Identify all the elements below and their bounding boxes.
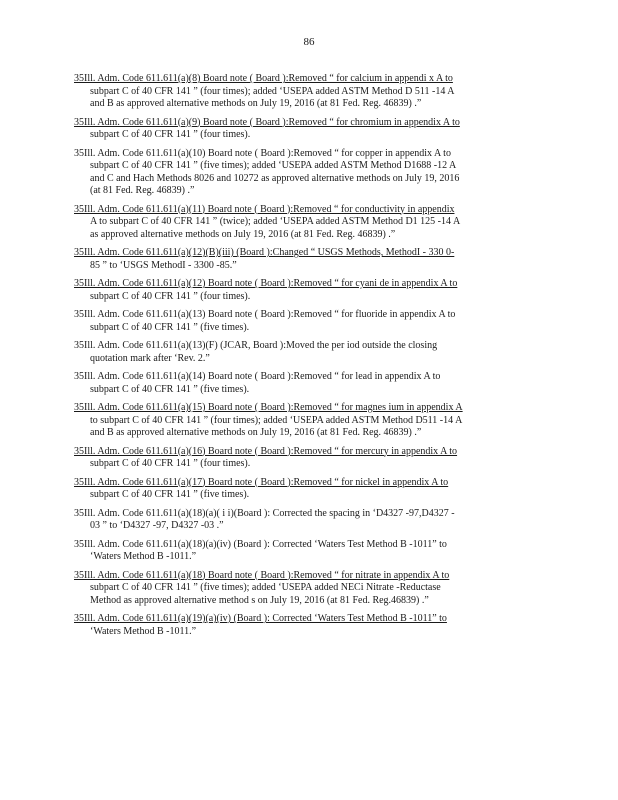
entry-text-line (74, 229, 542, 242)
amendment-entry (74, 73, 542, 111)
entry-text: 35Ill. Adm. Code 611.611(a)(11) Board note ( Board ):Removed “ for conductivity in appendix (74, 203, 455, 215)
amendment-entry (74, 477, 542, 502)
entry-text-line (74, 291, 542, 304)
entry-text: 35Ill. Adm. Code 611.611(a)(12) Board note ( Board ):Removed “ for cyani de in appendix A to (74, 278, 458, 289)
entry-text-line (74, 489, 542, 502)
entry-text: subpart C of 40 CFR 141 ” (five times). (90, 489, 250, 500)
amendment-entry (74, 402, 542, 440)
entry-text: subpart C of 40 CFR 141 ” (five times); added ‘USEPA added NECi Nitrate -Reductase (90, 582, 441, 593)
entry-text-line (74, 427, 542, 440)
entry-text-line (74, 384, 542, 397)
amendment-entry (74, 539, 542, 564)
entry-text: and B as approved alternative methods on July 19, 2016 (at 81 Fed. Reg. 46839) .” (90, 427, 422, 438)
entry-citation-line (74, 309, 542, 322)
entry-text-line (74, 322, 542, 335)
entry-text: ‘Waters Method B -1011.” (90, 625, 197, 637)
entry-text: 35Ill. Adm. Code 611.611(a)(12)(B)(iii) (Board ):Changed “ USGS Methods, MethodI - 330 0- (74, 247, 455, 258)
amendment-entry (74, 204, 542, 242)
entry-text: 35Ill. Adm. Code 611.611(a)(10) Board note ( Board ):Removed “ for copper in appendix A to (74, 147, 451, 159)
entry-citation-line (74, 570, 542, 583)
amendment-entry (74, 446, 542, 471)
amendment-entry (74, 278, 542, 303)
entry-text: 85 ” to ‘USGS MethodI - 3300 -85.” (90, 259, 237, 271)
entry-text: 35Ill. Adm. Code 611.611(a)(16) Board note ( Board ):Removed “ for mercury in appendix A to (74, 445, 458, 457)
entry-citation-line (74, 613, 542, 626)
entry-citation-line (74, 204, 542, 217)
amendment-entry (74, 613, 542, 638)
entry-citation-line (74, 148, 542, 161)
entry-text: 35Ill. Adm. Code 611.611(a)(14) Board note ( Board ):Removed “ for lead in appendix A to (74, 371, 441, 382)
entry-text: subpart C of 40 CFR 141 ” (four times). (90, 290, 251, 302)
entry-citation-line (74, 340, 542, 353)
page-number: 86 (303, 36, 315, 48)
amendment-entry (74, 247, 542, 272)
entry-text-line (74, 551, 542, 564)
entry-text-line (74, 86, 542, 99)
entry-text: and B as approved alternative methods on July 19, 2016 (at 81 Fed. Reg. 46839) .” (90, 98, 422, 109)
entry-citation-line (74, 278, 542, 291)
entry-text-line (74, 129, 542, 142)
entry-text: 35Ill. Adm. Code 611.611(a)(18)(a)(iv) (Board ): Corrected ‘Waters Test Method B -1011” to (74, 538, 447, 550)
amendment-entry (74, 340, 542, 365)
entry-text: 35Ill. Adm. Code 611.611(a)(18) Board note ( Board ):Removed “ for nitrate in appendix A to (74, 569, 450, 581)
entry-citation-line (74, 508, 542, 521)
entry-text: and C and Hach Methods 8026 and 10272 as approved alternative methods on July 19, 2016 (90, 172, 460, 184)
entry-text: ‘Waters Method B -1011.” (90, 551, 197, 562)
entry-text-line (74, 98, 542, 111)
entry-text: 35Ill. Adm. Code 611.611(a)(15) Board note ( Board ):Removed “ for magnes ium in appendix A (74, 402, 463, 413)
entry-list (74, 73, 542, 644)
entry-text: subpart C of 40 CFR 141 ” (five times). (90, 321, 250, 333)
entry-citation-line (74, 477, 542, 490)
entry-text: as approved alternative methods on July 19, 2016 (at 81 Fed. Reg. 46839) .” (90, 228, 396, 240)
entry-text: 35Ill. Adm. Code 611.611(a)(17) Board note ( Board ):Removed “ for nickel in appendix A to (74, 476, 449, 488)
amendment-entry (74, 508, 542, 533)
entry-text-line (74, 185, 542, 198)
entry-text: subpart C of 40 CFR 141 ” (four times); added ‘USEPA added ASTM Method D 511 -14 A (90, 85, 455, 97)
entry-text: 35Ill. Adm. Code 611.611(a)(13) Board note ( Board ):Removed “ for fluoride in appendix A to (74, 309, 456, 320)
entry-text-line (74, 216, 542, 229)
entry-text: subpart C of 40 CFR 141 ” (five times). (90, 383, 250, 395)
entry-text: A to subpart C of 40 CFR 141 ” (twice); added ‘USEPA added ASTM Method D1 125 -14 A (90, 216, 461, 227)
entry-citation-line (74, 73, 542, 86)
entry-text-line (74, 260, 542, 273)
entry-text: 35Ill. Adm. Code 611.611(a)(13)(F) (JCAR, Board ):Moved the per iod outside the closing (74, 340, 438, 351)
entry-text: subpart C of 40 CFR 141 ” (four times). (90, 129, 251, 140)
entry-citation-line (74, 446, 542, 459)
entry-citation-line (74, 247, 542, 260)
entry-text: 03 ” to ‘D4327 -97, D4327 -03 .” (90, 520, 224, 531)
entry-text: quotation mark after ‘Rev. 2.” (90, 352, 210, 364)
entry-text: 35Ill. Adm. Code 611.611(a)(9) Board note ( Board ):Removed “ for chromium in appendix A to (74, 116, 460, 128)
entry-text-line (74, 458, 542, 471)
entry-text: to subpart C of 40 CFR 141 ” (four times); added ‘USEPA added ASTM Method D511 -14 A (90, 414, 463, 426)
amendment-entry (74, 570, 542, 608)
entry-text-line (74, 520, 542, 533)
entry-text-line (74, 353, 542, 366)
entry-text: 35Ill. Adm. Code 611.611(a)(18)(a)( i i)(Board ): Corrected the spacing in ‘D4327 -97,D4327 - (74, 507, 455, 519)
entry-citation-line (74, 117, 542, 130)
entry-text: (at 81 Fed. Reg. 46839) .” (90, 185, 195, 196)
entry-text: 35Ill. Adm. Code 611.611(a)(19)(a)(iv) (Board ): Corrected ‘Waters Test Method B -1011” to (74, 613, 447, 624)
entry-text: Method as approved alternative method s on July 19, 2016 (at 81 Fed. Reg.46839) .” (90, 594, 429, 606)
entry-citation-line (74, 539, 542, 552)
amendment-entry (74, 117, 542, 142)
entry-text-line (74, 173, 542, 186)
entry-text-line (74, 626, 542, 639)
entry-text: 35Ill. Adm. Code 611.611(a)(8) Board note ( Board ):Removed “ for calcium in appendi x A to (74, 73, 453, 84)
entry-text: subpart C of 40 CFR 141 ” (four times). (90, 458, 251, 469)
entry-citation-line (74, 371, 542, 384)
entry-text-line (74, 582, 542, 595)
entry-text-line (74, 595, 542, 608)
amendment-entry (74, 148, 542, 198)
entry-text-line (74, 415, 542, 428)
amendment-entry (74, 309, 542, 334)
amendment-entry (74, 371, 542, 396)
entry-text-line (74, 160, 542, 173)
entry-citation-line (74, 402, 542, 415)
entry-text: subpart C of 40 CFR 141 ” (five times); added ‘USEPA added ASTM Method D1688 -12 A (90, 160, 457, 171)
